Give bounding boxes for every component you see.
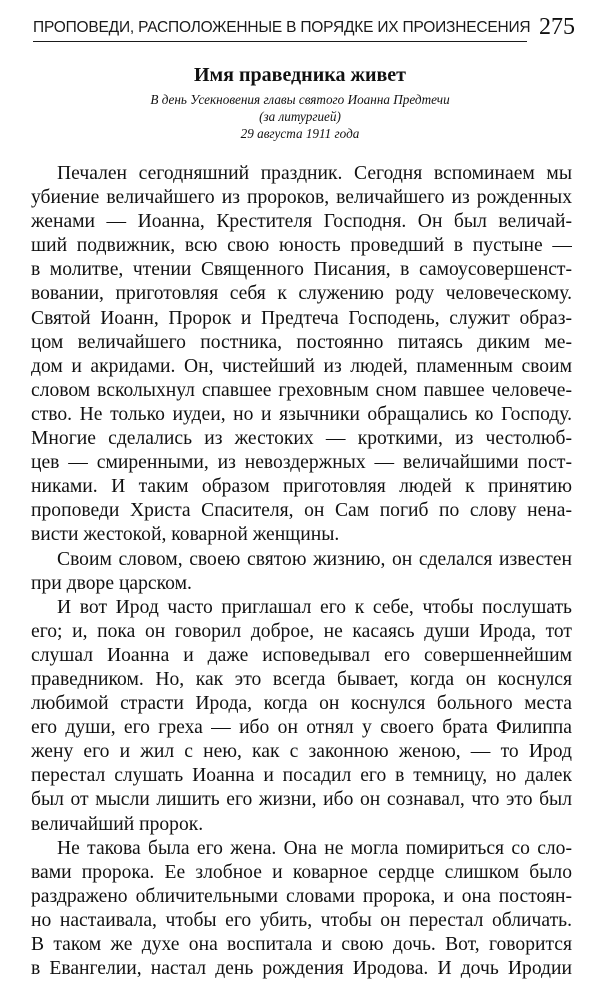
text-line: проповеди Христа Спасителя, он Сам погиб по слову нена- bbox=[31, 500, 572, 522]
text-line: был от мысли лишить его жизни, ибо он сознавал, что это был bbox=[31, 789, 572, 811]
text-line: величайший пророк. bbox=[31, 813, 204, 835]
text-line: дом и акридами. Он, чистейший из людей, пламенным своим bbox=[31, 355, 572, 377]
text-line: женами — Иоанна, Крестителя Господня. Он был величай- bbox=[31, 211, 572, 233]
text-line: И вот Ирод часто приглашал его к себе, чтобы послушать bbox=[57, 596, 572, 618]
sermon-body bbox=[31, 162, 572, 981]
text-line: праведником. Но, как это всегда бывает, когда он коснулся bbox=[31, 668, 572, 690]
text-line: ство. Не только иудеи, но и язычники обращались ко Господу. bbox=[31, 403, 572, 425]
text-line: любимой страсти Ирода, когда он коснулся больного места bbox=[31, 693, 572, 715]
paragraph bbox=[31, 162, 572, 548]
text-line: в молитве, чтении Священного Писания, в самоусовершенст- bbox=[31, 259, 572, 281]
paragraph bbox=[31, 596, 572, 837]
text-line: В таком же духе она воспитала и свою дочь. Вот, говорится bbox=[31, 934, 572, 955]
text-line: в Евангелии, настал день рождения Иродова. И дочь Иродии bbox=[31, 958, 572, 980]
text-line: ший подвижник, всю свою юность проведший в пустыне — bbox=[31, 235, 572, 257]
text-line: Святой Иоанн, Пророк и Предтеча Господень, служит образ- bbox=[31, 307, 572, 329]
text-line: словом всколыхнул спавшее греховным сном павшее человече- bbox=[31, 379, 572, 401]
text-line: Многие сделались из жестоких — кроткими, из честолюб- bbox=[31, 428, 572, 450]
text-line: Своим словом, своею святою жизнию, он сделался известен bbox=[57, 548, 572, 570]
sermon-title: Имя праведника живет bbox=[194, 64, 406, 86]
text-line: Печален сегодняшний праздник. Сегодня вспоминаем мы bbox=[57, 163, 572, 184]
paragraph bbox=[31, 548, 572, 596]
text-line: убиение величайшего из пророков, величайшего из рожденных bbox=[31, 187, 572, 209]
text-line: но настаивала, чтобы его убить, чтобы он перестал обличать. bbox=[31, 909, 572, 931]
text-line: Не такова была его жена. Она не могла помириться со сло- bbox=[57, 837, 572, 859]
running-head-section-title: ПРОПОВЕДИ, РАСПОЛОЖЕННЫЕ В ПОРЯДКЕ ИХ ПРОИЗНЕСЕНИЯ bbox=[33, 14, 527, 42]
sermon-occasion: В день Усекновения главы святого Иоанна Предтечи bbox=[150, 92, 450, 107]
text-line: висти жестокой, коварной женщины. bbox=[31, 524, 340, 546]
text-line: перестал слушать Иоанна и посадил его в темницу, но далек bbox=[31, 765, 572, 787]
text-line: никами. И таким образом приготовляя людей к принятию bbox=[31, 476, 572, 498]
text-line: цом величайшего постника, постоянно питаясь диким ме- bbox=[31, 331, 572, 353]
page-number: 275 bbox=[539, 14, 575, 40]
text-line: жену его и жил с нею, как с законною женою, — то Ирод bbox=[31, 741, 572, 763]
paragraph bbox=[31, 837, 572, 981]
text-line: цев — смиренными, из невоздержных — величайшими пост- bbox=[31, 452, 572, 474]
text-line: его; и, пока он говорил доброе, не касаясь души Ирода, тот bbox=[31, 620, 572, 642]
sermon-date: 29 августа 1911 года bbox=[240, 126, 360, 141]
text-line: вами пророка. Ее злобное и коварное сердце слишком было bbox=[31, 861, 572, 883]
text-line: вовании, приготовляя себя к служению роду человеческому. bbox=[31, 283, 572, 305]
text-line: слушал Иоанна и даже исповедывал его совершеннейшим bbox=[31, 644, 572, 666]
text-line: при дворе царском. bbox=[31, 572, 192, 594]
text-line: раздражено обличительными словами пророка, и она постоян- bbox=[31, 885, 572, 907]
text-line: его души, его греха — ибо он отнял у своего брата Филиппа bbox=[31, 717, 572, 739]
sermon-service: (за литургией) bbox=[259, 109, 341, 124]
